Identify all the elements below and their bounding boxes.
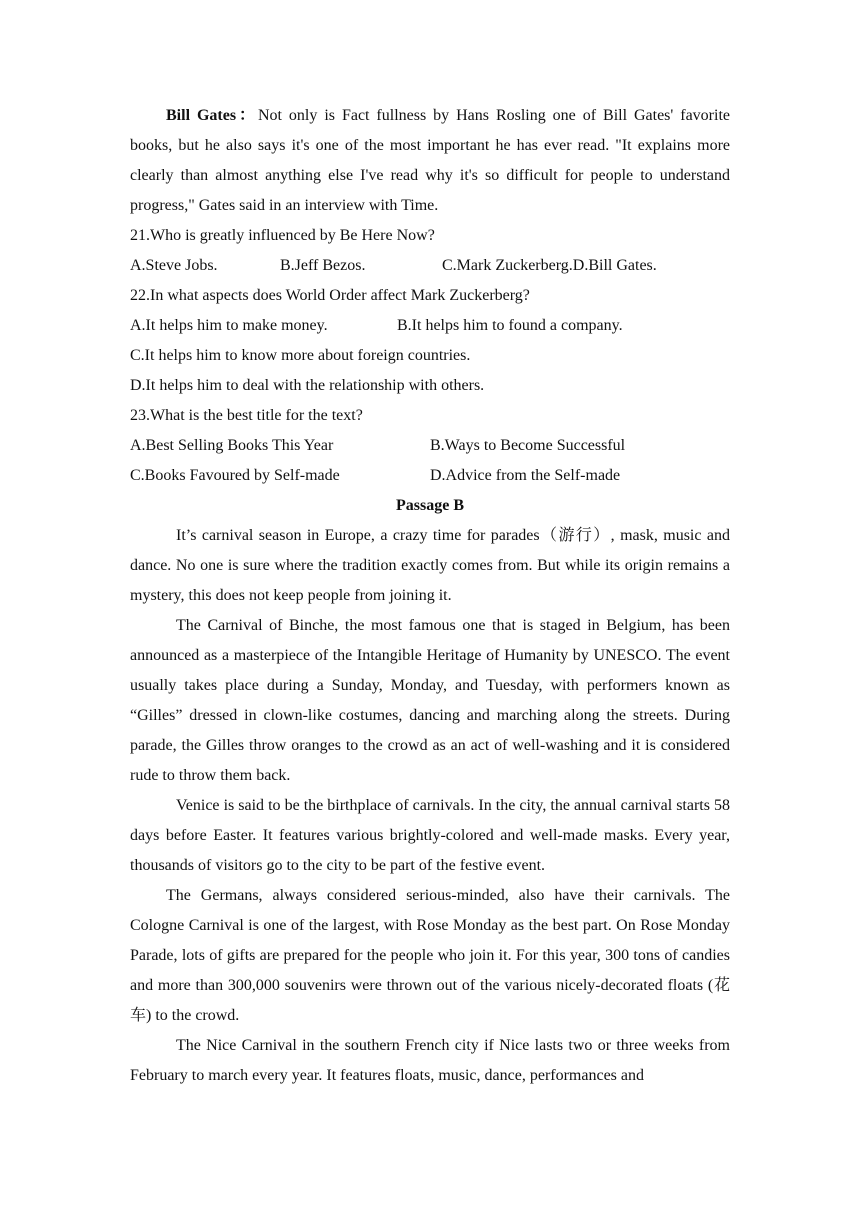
question-21-option-d: D.Bill Gates.	[572, 257, 657, 274]
question-23-option-a: A.Best Selling Books This Year	[130, 437, 334, 454]
passage-b-paragraph-3: Venice is said to be the birthplace of carnivals. In the city, the annual carnival starts 58 days before Easter. It features various brightly-colored and well-made masks. Every year, thousands of visitors go to the city to be part of the festive event.	[130, 797, 730, 874]
intro-colon: ：	[236, 107, 258, 124]
passage-b-paragraph-2: The Carnival of Binche, the most famous one that is staged in Belgium, has been announced as a masterpiece of the Intangible Heritage of Humanity by UNESCO. The event usually takes place during a Sunday, Monday, and Tuesday, with performers known as “Gilles” dressed in clown-like costumes, dancing and marching along the streets. During parade, the Gilles throw oranges to the crowd as an act of well-washing and it is considered rude to throw them back.	[130, 617, 730, 784]
question-22-stem: 22.In what aspects does World Order affect Mark Zuckerberg?	[130, 287, 530, 304]
passage-b-paragraph-5: The Nice Carnival in the southern French city if Nice lasts two or three weeks from February to march every year. It features floats, music, dance, performances and	[130, 1037, 730, 1084]
question-21-stem: 21.Who is greatly influenced by Be Here Now?	[130, 227, 435, 244]
passage-b-paragraph-4: The Germans, always considered serious-minded, also have their carnivals. The Cologne Carnival is one of the largest, with Rose Monday as the best part. On Rose Monday Parade, lots of gifts are prepared for the people who join it. For this year, 300 tons of candies and more than 300,000 souvenirs were thrown out of the various nicely-decorated floats (花车) to the crowd.	[130, 887, 730, 1024]
question-23-option-b: B.Ways to Become Successful	[430, 437, 626, 454]
question-23-option-d: D.Advice from the Self-made	[430, 467, 621, 484]
question-23-option-c: C.Books Favoured by Self-made	[130, 467, 340, 484]
question-21-option-b: B.Jeff Bezos.	[280, 257, 366, 274]
intro-text: Not only is Fact fullness by Hans Rosling one of Bill Gates' favorite books, but he also says it's one of the most important he has ever read. "It explains more clearly than almost anything else I've read why it's so difficult for people to understand progress," Gates said in an interview with Time.	[130, 107, 730, 214]
question-23-options-row2	[130, 461, 730, 491]
question-22-option-a: A.It helps him to make money.	[130, 317, 328, 334]
question-23-options-row1	[130, 431, 730, 461]
question-21-options	[130, 251, 730, 281]
question-21-option-c: C.Mark Zuckerberg.	[442, 257, 573, 274]
intro-name: Bill Gates	[166, 107, 237, 124]
passage-b-title: Passage B	[396, 497, 464, 514]
question-21-option-a: A.Steve Jobs.	[130, 257, 218, 274]
intro-paragraph	[130, 101, 730, 221]
document-content	[130, 101, 730, 1091]
question-22-option-c: C.It helps him to know more about foreign countries.	[130, 347, 471, 364]
passage-b-paragraph-1: It’s carnival season in Europe, a crazy time for parades（游行）, mask, music and dance. No one is sure where the tradition exactly comes from. But while its origin remains a mystery, this does not keep people from joining it.	[130, 527, 730, 604]
question-22-options-row1	[130, 311, 730, 341]
question-23-stem: 23.What is the best title for the text?	[130, 407, 363, 424]
question-22-option-d: D.It helps him to deal with the relationship with others.	[130, 377, 485, 394]
question-22-option-b: B.It helps him to found a company.	[397, 317, 623, 334]
